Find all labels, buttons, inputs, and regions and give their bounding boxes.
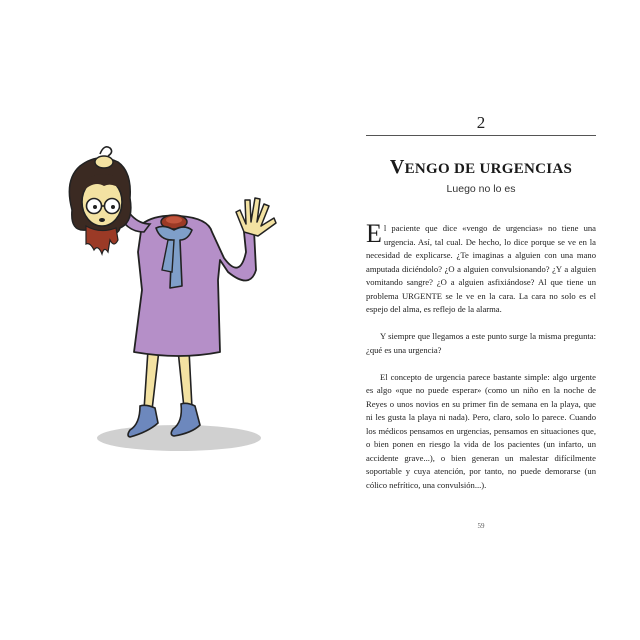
paragraph-1-text: l paciente que dice «vengo de urgencias» no tiene una urgencia. Así, tal cual. De hecho, lo dice porque se ve en la necesidad de explicarse. ¿Te imaginas a alguien con una mano amputada diciéndolo? ¿O a alguien convulsionando? ¿Y a alguien vomitando sangre? ¿O a alguien asfixiándose? Al que tiene un problema URGENTE se le ve en la cara. La cara no solo es el espejo del alma, es reflejo de la alarma. (366, 223, 596, 314)
body-text (366, 219, 596, 492)
chapter-divider (366, 135, 596, 136)
right-page (330, 0, 640, 640)
chapter-title-rest: ENGO DE URGENCIAS (404, 161, 573, 177)
raised-hand (236, 198, 276, 236)
headless-woman-illustration (60, 140, 290, 470)
chapter-subtitle: Luego no lo es (446, 183, 516, 195)
chapter-title-initial: V (389, 156, 405, 178)
chapter-number: 2 (476, 113, 486, 132)
page-number: 59 (477, 522, 485, 530)
paragraph-1 (366, 219, 596, 317)
chapter-title (366, 156, 596, 179)
left-leg (144, 350, 159, 410)
severed-head (69, 147, 131, 254)
paragraph-3: El concepto de urgencia parece bastante simple: algo urgente es algo «que no puede esperar» (como un niño en la noche de Reyes o unos novios en su primer fin de semana en la playa, que ni les gusta la playa ni nada). Pero, claro, solo lo parece. Cuando los médicos pensamos en urgencias, pensamos en situaciones que, o bien ponen en riesgo la vida de los pacientes (un infarto, un accidente grave...), o bien generan un malestar difícilmente soportable y cuya atención, por tanto, no puede demorarse (un cólico nefrítico, una convulsión...). (366, 371, 596, 490)
right-leg (178, 350, 192, 408)
dress (134, 216, 256, 356)
paragraph-2: Y siempre que llegamos a este punto surge la misma pregunta: ¿qué es una urgencia? (366, 331, 596, 355)
drop-cap: E (366, 219, 382, 248)
